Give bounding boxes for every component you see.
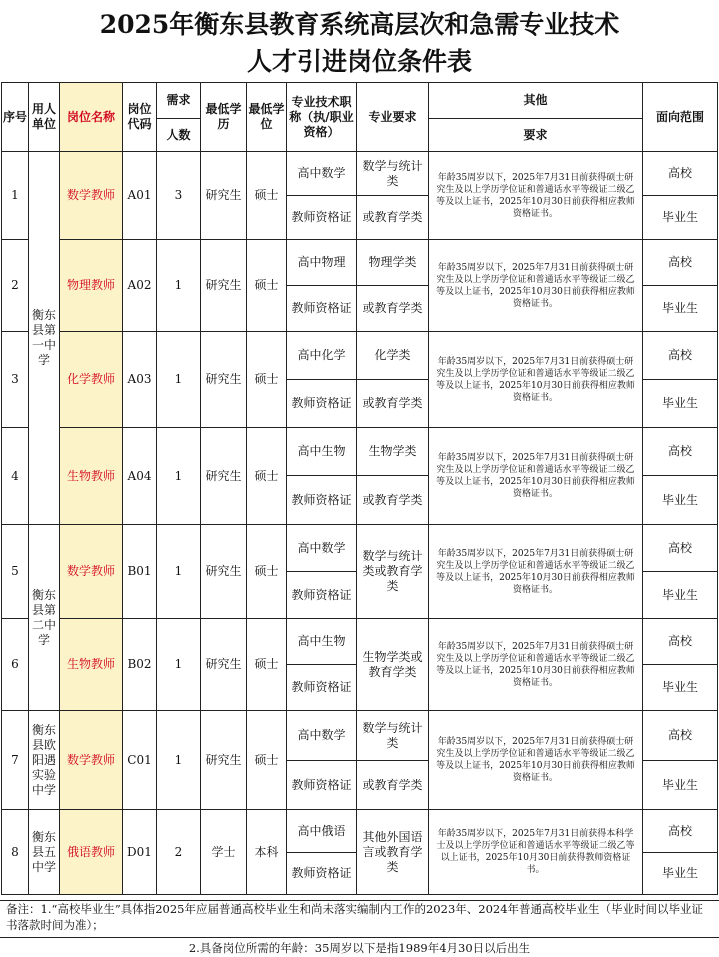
- cell-code: A04: [123, 428, 157, 525]
- cell-seq: 3: [2, 332, 29, 428]
- cell-major: 化学类: [357, 332, 429, 380]
- cell-other-requirement: 年龄35周岁以下，2025年7月31日前获得本科学士及以上学历学位证和普通话水平等级证二级乙等以上证书，2025年10月30日前获得教师资格证书。: [429, 810, 643, 895]
- cell-scope: 高校: [643, 332, 718, 380]
- cell-scope: 毕业生: [643, 665, 718, 711]
- cell-code: B01: [123, 525, 157, 619]
- cell-other-requirement: 年龄35周岁以下，2025年7月31日前获得硕士研究生及以上学历学位证和普通话水平等级证二级乙等及以上证书，2025年10月30日前获得相应教师资格证书。: [429, 332, 643, 428]
- cell-qualification: 高中数学: [287, 525, 357, 572]
- header-seq: 序号: [2, 83, 29, 152]
- header-other-bottom: 要求: [429, 119, 643, 152]
- cell-other-requirement: 年龄35周岁以下，2025年7月31日前获得硕士研究生及以上学历学位证和普通话水平等级证二级乙等及以上证书，2025年10月30日前获得相应教师资格证书。: [429, 525, 643, 619]
- cell-position: 生物教师: [60, 428, 123, 525]
- cell-major: 数学与统计类: [357, 152, 429, 196]
- cell-seq: 2: [2, 240, 29, 332]
- cell-scope: 高校: [643, 619, 718, 665]
- note-line-1: 备注：1.“高校毕业生”具体指2025年应届普通高校毕业生和尚未落实编制内工作的2023年、2024年普通高校毕业生（毕业时间以毕业证书落款时间为准）；: [6, 902, 704, 932]
- cell-degree: 硕士: [247, 240, 287, 332]
- cell-qualification: 高中俄语: [287, 810, 357, 853]
- header-scope: 面向范围: [643, 83, 718, 152]
- cell-code: B02: [123, 619, 157, 711]
- cell-position: 俄语教师: [60, 810, 123, 895]
- cell-major: 或教育学类: [357, 761, 429, 810]
- cell-code: A01: [123, 152, 157, 240]
- header-major-requirement: 专业要求: [357, 83, 429, 152]
- header-min-degree: 最低学位: [247, 83, 287, 152]
- header-min-education: 最低学历: [201, 83, 247, 152]
- cell-education: 研究生: [201, 332, 247, 428]
- cell-count: 1: [157, 240, 201, 332]
- cell-employer: 衡东县五中学: [29, 810, 60, 895]
- table-row: [2, 240, 718, 286]
- header-employer: 用人单位: [29, 83, 60, 152]
- cell-position: 数学教师: [60, 525, 123, 619]
- cell-scope: 高校: [643, 428, 718, 476]
- table-row: [2, 525, 718, 572]
- cell-qualification: 高中数学: [287, 711, 357, 761]
- cell-seq: 1: [2, 152, 29, 240]
- header-demand-top: 需求: [157, 83, 201, 119]
- cell-major: 其他外国语言或教育学类: [357, 810, 429, 895]
- cell-education: 研究生: [201, 711, 247, 810]
- cell-code: C01: [123, 711, 157, 810]
- document-title: [0, 6, 719, 80]
- cell-education: 研究生: [201, 428, 247, 525]
- cell-other-requirement: 年龄35周岁以下，2025年7月31日前获得硕士研究生及以上学历学位证和普通话水平等级证二级乙等及以上证书，2025年10月30日前获得相应教师资格证书。: [429, 428, 643, 525]
- cell-scope: 毕业生: [643, 380, 718, 428]
- cell-seq: 7: [2, 711, 29, 810]
- cell-count: 1: [157, 711, 201, 810]
- cell-code: A02: [123, 240, 157, 332]
- position-table: [1, 82, 718, 895]
- cell-degree: 硕士: [247, 711, 287, 810]
- table-row: [2, 711, 718, 761]
- cell-qualification: 教师资格证: [287, 761, 357, 810]
- cell-scope: 毕业生: [643, 286, 718, 332]
- cell-count: 2: [157, 810, 201, 895]
- header-demand-bottom: 人数: [157, 119, 201, 152]
- cell-scope: 高校: [643, 240, 718, 286]
- cell-qualification: 教师资格证: [287, 476, 357, 525]
- cell-count: 1: [157, 525, 201, 619]
- cell-qualification: 教师资格证: [287, 572, 357, 619]
- cell-scope: 毕业生: [643, 476, 718, 525]
- cell-qualification: 教师资格证: [287, 286, 357, 332]
- cell-major: 生物学类或教育学类: [357, 619, 429, 711]
- cell-qualification: 高中数学: [287, 152, 357, 196]
- cell-employer: 衡东县第二中学: [29, 525, 60, 711]
- header-position-code: 岗位代码: [123, 83, 157, 152]
- cell-seq: 4: [2, 428, 29, 525]
- cell-code: A03: [123, 332, 157, 428]
- cell-education: 学士: [201, 810, 247, 895]
- cell-degree: 硕士: [247, 332, 287, 428]
- cell-count: 3: [157, 152, 201, 240]
- cell-major: 或教育学类: [357, 476, 429, 525]
- cell-major: 数学与统计类或教育学类: [357, 525, 429, 619]
- notes-section: [0, 900, 719, 956]
- cell-scope: 高校: [643, 152, 718, 196]
- cell-major: 物理学类: [357, 240, 429, 286]
- table-row: [2, 428, 718, 476]
- header-position-name: 岗位名称: [60, 83, 123, 152]
- header-other-top: 其他: [429, 83, 643, 119]
- cell-position: 数学教师: [60, 152, 123, 240]
- cell-education: 研究生: [201, 619, 247, 711]
- cell-education: 研究生: [201, 152, 247, 240]
- cell-qualification: 高中化学: [287, 332, 357, 380]
- cell-scope: 高校: [643, 525, 718, 572]
- table-row: [2, 810, 718, 853]
- table-row: [2, 332, 718, 380]
- cell-major: 数学与统计类: [357, 711, 429, 761]
- cell-seq: 5: [2, 525, 29, 619]
- cell-scope: 高校: [643, 810, 718, 853]
- cell-degree: 本科: [247, 810, 287, 895]
- cell-education: 研究生: [201, 525, 247, 619]
- cell-scope: 高校: [643, 711, 718, 761]
- cell-scope: 毕业生: [643, 761, 718, 810]
- cell-count: 1: [157, 619, 201, 711]
- cell-position: 生物教师: [60, 619, 123, 711]
- cell-scope: 毕业生: [643, 196, 718, 240]
- cell-major: 或教育学类: [357, 380, 429, 428]
- cell-count: 1: [157, 428, 201, 525]
- cell-position: 化学教师: [60, 332, 123, 428]
- cell-qualification: 高中生物: [287, 619, 357, 665]
- cell-scope: 毕业生: [643, 853, 718, 895]
- cell-seq: 6: [2, 619, 29, 711]
- cell-seq: 8: [2, 810, 29, 895]
- cell-major: 生物学类: [357, 428, 429, 476]
- cell-qualification: 教师资格证: [287, 665, 357, 711]
- header-title-qualification: 专业技术职称（执/职业资格）: [287, 83, 357, 152]
- cell-qualification: 教师资格证: [287, 853, 357, 895]
- title-line-1: 2025年衡东县教育系统高层次和急需专业技术: [99, 10, 620, 39]
- cell-other-requirement: 年龄35周岁以下，2025年7月31日前获得硕士研究生及以上学历学位证和普通话水平等级证二级乙等及以上证书，2025年10月30日前获得相应教师资格证书。: [429, 152, 643, 240]
- cell-other-requirement: 年龄35周岁以下，2025年7月31日前获得硕士研究生及以上学历学位证和普通话水平等级证二级乙等及以上证书，2025年10月30日前获得相应教师资格证书。: [429, 619, 643, 711]
- cell-major: 或教育学类: [357, 286, 429, 332]
- table-row: [2, 619, 718, 665]
- cell-count: 1: [157, 332, 201, 428]
- cell-employer: 衡东县欧阳遇实验中学: [29, 711, 60, 810]
- cell-qualification: 教师资格证: [287, 380, 357, 428]
- cell-qualification: 高中生物: [287, 428, 357, 476]
- cell-education: 研究生: [201, 240, 247, 332]
- cell-degree: 硕士: [247, 525, 287, 619]
- cell-degree: 硕士: [247, 619, 287, 711]
- cell-qualification: 教师资格证: [287, 196, 357, 240]
- cell-major: 或教育学类: [357, 196, 429, 240]
- cell-employer: 衡东县第一中学: [29, 152, 60, 525]
- header-row-1: [2, 83, 718, 119]
- table-row: [2, 152, 718, 196]
- title-line-2: 人才引进岗位条件表: [246, 47, 472, 76]
- cell-scope: 毕业生: [643, 572, 718, 619]
- cell-position: 数学教师: [60, 711, 123, 810]
- cell-degree: 硕士: [247, 428, 287, 525]
- cell-other-requirement: 年龄35周岁以下，2025年7月31日前获得硕士研究生及以上学历学位证和普通话水平等级证二级乙等及以上证书，2025年10月30日前获得相应教师资格证书。: [429, 711, 643, 810]
- cell-code: D01: [123, 810, 157, 895]
- cell-qualification: 高中物理: [287, 240, 357, 286]
- cell-position: 物理教师: [60, 240, 123, 332]
- note-line-2: 2.具备岗位所需的年龄：35周岁以下是指1989年4月30日以后出生: [0, 937, 719, 956]
- cell-other-requirement: 年龄35周岁以下，2025年7月31日前获得硕士研究生及以上学历学位证和普通话水平等级证二级乙等及以上证书，2025年10月30日前获得相应教师资格证书。: [429, 240, 643, 332]
- cell-degree: 硕士: [247, 152, 287, 240]
